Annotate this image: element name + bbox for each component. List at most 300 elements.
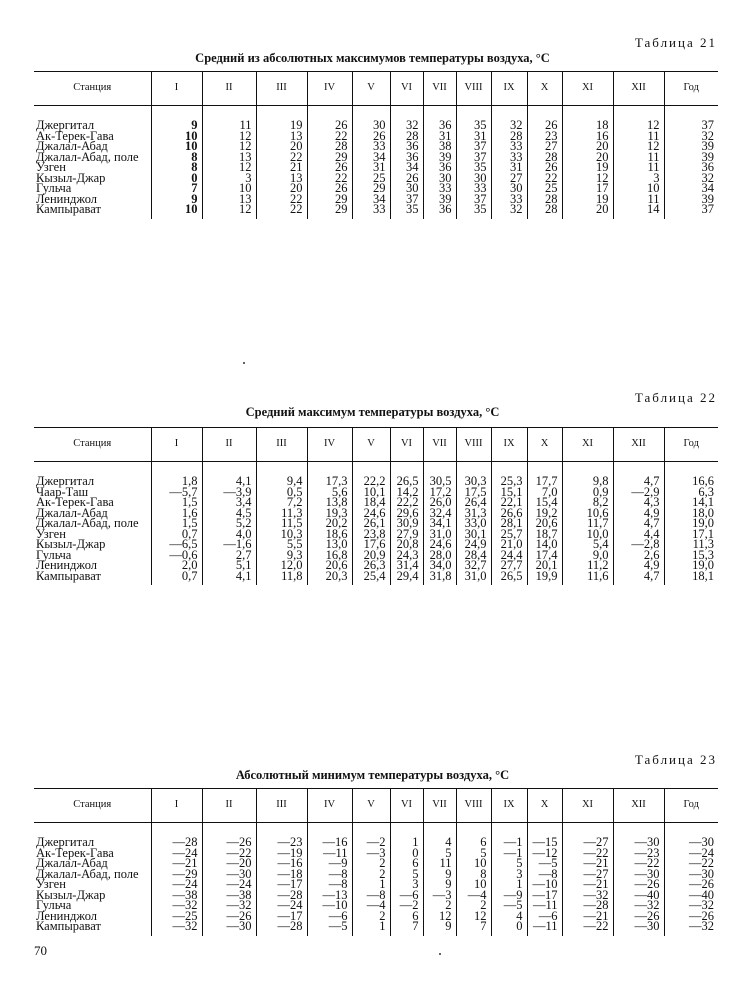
column-header: VII — [423, 428, 456, 462]
table-cell: 6 — [456, 837, 491, 848]
table-cell: 13,0 — [307, 539, 352, 550]
table-cell: 26 — [527, 120, 562, 131]
table-cell: 33 — [491, 152, 527, 163]
table-cell: 30,3 — [456, 476, 491, 487]
table-cell: 19 — [256, 120, 307, 131]
table-cell: —30 — [202, 869, 256, 880]
table-cell: 26,6 — [491, 508, 527, 519]
table-cell: 11 — [613, 152, 664, 163]
table-cell: 11,2 — [562, 560, 613, 571]
column-header: IV — [307, 72, 352, 106]
station-name: Джалал-Абад, поле — [36, 516, 139, 530]
table-cell: —10 — [307, 900, 352, 911]
table-cell: 28 — [390, 131, 423, 142]
table-cell: —22 — [562, 848, 613, 859]
table-cell: 18,6 — [307, 529, 352, 540]
table-cell: 15,4 — [527, 497, 562, 508]
table-cell: 10 — [151, 131, 202, 142]
table-cell: 8 — [151, 152, 202, 163]
table-cell: 1,6 — [151, 508, 202, 519]
table-cell: 19,0 — [664, 560, 718, 571]
table-cell: 0,7 — [151, 529, 202, 540]
column-header: Год — [664, 789, 718, 823]
table-cell: 4,7 — [613, 518, 664, 529]
table-cell: 33 — [352, 204, 390, 219]
table-cell: 26,0 — [423, 497, 456, 508]
table-cell: 14,2 — [390, 487, 423, 498]
table-cell: 27 — [491, 173, 527, 184]
table-cell: 29 — [307, 194, 352, 205]
table-cell: 20 — [562, 141, 613, 152]
table-cell: —11 — [527, 921, 562, 936]
table-cell: 26,4 — [456, 497, 491, 508]
table-row — [34, 848, 718, 859]
column-header: III — [256, 428, 307, 462]
table-cell: 34 — [352, 194, 390, 205]
table-cell: 4,9 — [613, 508, 664, 519]
table-cell: —32 — [562, 890, 613, 901]
table-cell: 2 — [352, 869, 390, 880]
table-cell: 3 — [202, 173, 256, 184]
column-header: IX — [491, 428, 527, 462]
table-23 — [34, 788, 718, 936]
table-cell: —28 — [151, 837, 202, 848]
table-cell: 11 — [423, 858, 456, 869]
table-cell: 26 — [307, 183, 352, 194]
table-cell: 30,5 — [423, 476, 456, 487]
table-cell: 30,1 — [456, 529, 491, 540]
station-name: Джергитал — [36, 835, 95, 849]
table-row — [34, 571, 718, 586]
column-header: XI — [562, 72, 613, 106]
table-cell: 33 — [491, 141, 527, 152]
table-cell: 3,4 — [202, 497, 256, 508]
table-cell: —25 — [151, 911, 202, 922]
table-cell: 4,1 — [202, 476, 256, 487]
column-header: X — [527, 789, 562, 823]
table-cell: 27 — [527, 141, 562, 152]
table-cell: 29,6 — [390, 508, 423, 519]
table-cell: 19,9 — [527, 571, 562, 586]
table-cell: —21 — [562, 858, 613, 869]
table-cell: —9 — [491, 890, 527, 901]
table-cell: —3 — [352, 848, 390, 859]
table-cell: —28 — [256, 890, 307, 901]
table-cell: 38 — [423, 141, 456, 152]
table-cell: 31,8 — [423, 571, 456, 586]
table-cell: —26 — [202, 837, 256, 848]
table-cell: —1 — [491, 848, 527, 859]
table-cell: 28 — [527, 204, 562, 219]
table-cell: 33,0 — [456, 518, 491, 529]
table-cell: 18,7 — [527, 529, 562, 540]
column-header: Год — [664, 72, 718, 106]
table-cell: 19,2 — [527, 508, 562, 519]
column-header: VI — [390, 72, 423, 106]
table-cell: —10 — [527, 879, 562, 890]
table-cell: 13 — [202, 194, 256, 205]
column-header: X — [527, 72, 562, 106]
table-cell: 17 — [562, 183, 613, 194]
table-cell: —11 — [527, 900, 562, 911]
table-cell: 20,3 — [307, 571, 352, 586]
table-cell: —38 — [202, 890, 256, 901]
table-cell: —22 — [664, 858, 718, 869]
station-name: Кызыл-Джар — [36, 537, 106, 551]
table-cell: —26 — [613, 879, 664, 890]
station-name: Джалал-Абад — [36, 856, 108, 870]
table-cell: 25,3 — [491, 476, 527, 487]
table-cell: 28 — [491, 131, 527, 142]
table-cell: 26 — [352, 131, 390, 142]
table-cell: 1 — [352, 879, 390, 890]
column-header: III — [256, 789, 307, 823]
table-cell: 35 — [456, 120, 491, 131]
station-name: Джергитал — [36, 118, 95, 132]
table-cell: —23 — [256, 837, 307, 848]
table-cell: 10,1 — [352, 487, 390, 498]
table-cell: 8,2 — [562, 497, 613, 508]
table-cell: 2 — [352, 911, 390, 922]
table-cell: 31,4 — [390, 560, 423, 571]
table-cell: 28 — [527, 152, 562, 163]
table-cell: 12 — [202, 131, 256, 142]
table-cell: 10 — [456, 879, 491, 890]
table-cell: 27,7 — [491, 560, 527, 571]
column-header: Станция — [34, 789, 151, 823]
table-cell: —8 — [307, 869, 352, 880]
table-row — [34, 869, 718, 880]
station-name: Ак-Терек-Гава — [36, 128, 114, 143]
table-cell: 4,7 — [613, 476, 664, 487]
table-cell: 25,7 — [491, 529, 527, 540]
column-header: IX — [491, 789, 527, 823]
table-cell: 20 — [256, 183, 307, 194]
column-header: Станция — [34, 72, 151, 106]
table-22-title: Средний максимум температуры воздуха, °С — [245, 405, 500, 419]
table-cell: 11,8 — [256, 571, 307, 586]
table-cell: —6 — [307, 911, 352, 922]
table-cell: 2,0 — [151, 560, 202, 571]
table-cell: —16 — [256, 858, 307, 869]
table-cell: 18,1 — [664, 571, 718, 586]
table-cell: 28,4 — [456, 550, 491, 561]
table-cell: 8 — [151, 162, 202, 173]
table-cell: —22 — [202, 848, 256, 859]
table-cell: 26,1 — [352, 518, 390, 529]
table-cell: 26 — [307, 120, 352, 131]
table-cell: —1 — [491, 837, 527, 848]
table-cell: 37 — [390, 194, 423, 205]
table-cell: 36 — [423, 204, 456, 219]
table-cell: 37 — [456, 152, 491, 163]
table-cell: 19,0 — [664, 518, 718, 529]
table-cell: 20,6 — [307, 560, 352, 571]
table-cell: 9,4 — [256, 476, 307, 487]
table-cell: 4,9 — [613, 560, 664, 571]
table-cell: 10 — [613, 183, 664, 194]
table-cell: 39 — [664, 152, 718, 163]
table-cell: 9,3 — [256, 550, 307, 561]
table-cell: 11,3 — [256, 508, 307, 519]
table-cell: 18,4 — [352, 497, 390, 508]
table-cell: 7 — [456, 921, 491, 936]
table-cell: 2 — [352, 858, 390, 869]
table-cell: 23,8 — [352, 529, 390, 540]
table-cell: —30 — [664, 837, 718, 848]
table-cell: 23 — [527, 131, 562, 142]
table-cell: 14,1 — [664, 497, 718, 508]
table-21-label: Таблица 21 — [634, 35, 717, 50]
table-cell: —12 — [527, 848, 562, 859]
table-cell: 30 — [491, 183, 527, 194]
table-cell: 22 — [307, 173, 352, 184]
table-cell: 34 — [352, 152, 390, 163]
station-name: Кызыл-Джар — [36, 170, 106, 185]
table-cell: 3 — [491, 869, 527, 880]
table-23-title: Абсолютный минимум температуры воздуха, °С — [235, 768, 510, 782]
table-cell: 27,9 — [390, 529, 423, 540]
table-cell: 33 — [423, 183, 456, 194]
table-cell: —16 — [307, 837, 352, 848]
column-header: I — [151, 72, 202, 106]
column-header: IV — [307, 789, 352, 823]
table-cell: 4 — [423, 837, 456, 848]
station-name: Гульча — [36, 547, 72, 562]
table-cell: 20 — [256, 141, 307, 152]
table-cell: —0,6 — [151, 550, 202, 561]
column-header: II — [202, 789, 256, 823]
table-cell: —26 — [664, 879, 718, 890]
station-name: Гульча — [36, 898, 72, 912]
table-cell: 5 — [456, 848, 491, 859]
table-cell: —24 — [202, 879, 256, 890]
table-cell: 25,4 — [352, 571, 390, 586]
table-cell: 33 — [352, 141, 390, 152]
table-cell: 21 — [256, 162, 307, 173]
table-cell: 16 — [562, 131, 613, 142]
station-name: Джалал-Абад — [36, 139, 108, 153]
table-cell: 9 — [151, 194, 202, 205]
table-cell: 6 — [390, 911, 423, 922]
column-header: VIII — [456, 72, 491, 106]
station-name: Джалал-Абад — [36, 505, 108, 520]
table-cell: 29 — [307, 152, 352, 163]
table-cell: 5,6 — [307, 487, 352, 498]
station-name: Ленинджол — [36, 908, 98, 923]
table-cell: —20 — [202, 858, 256, 869]
table-cell: 11,3 — [664, 539, 718, 550]
table-cell: 10,0 — [562, 529, 613, 540]
table-cell: 35 — [390, 204, 423, 219]
table-cell: 18 — [562, 120, 613, 131]
table-cell: 10 — [151, 204, 202, 219]
table-cell: —6 — [527, 911, 562, 922]
table-cell: 22,2 — [352, 476, 390, 487]
table-cell: —18 — [256, 869, 307, 880]
table-cell: 13 — [256, 173, 307, 184]
table-cell: —28 — [256, 921, 307, 936]
table-cell: 12,0 — [256, 560, 307, 571]
table-cell: 7,2 — [256, 497, 307, 508]
table-cell: 26,3 — [352, 560, 390, 571]
table-cell: —24 — [151, 879, 202, 890]
table-cell: —5 — [527, 858, 562, 869]
table-cell: 34 — [390, 162, 423, 173]
table-cell: 10 — [202, 183, 256, 194]
print-speck — [243, 362, 245, 364]
table-cell: —3 — [423, 890, 456, 901]
table-cell: 32 — [664, 131, 718, 142]
table-cell: 9 — [151, 120, 202, 131]
table-cell: 12 — [456, 911, 491, 922]
table-cell: —8 — [307, 879, 352, 890]
table-cell: 5,4 — [562, 539, 613, 550]
column-header: XII — [613, 428, 664, 462]
table-cell: 31,0 — [456, 571, 491, 586]
table-cell: 12 — [613, 120, 664, 131]
table-cell: 35 — [456, 204, 491, 219]
table-cell: 13 — [202, 152, 256, 163]
table-cell: 0 — [390, 848, 423, 859]
column-header: XII — [613, 72, 664, 106]
table-cell: —15 — [527, 837, 562, 848]
table-cell: —22 — [613, 858, 664, 869]
table-cell: 9 — [423, 869, 456, 880]
table-cell: 39 — [664, 141, 718, 152]
table-cell: 20,9 — [352, 550, 390, 561]
table-cell: 26 — [390, 173, 423, 184]
table-cell: 0,7 — [151, 571, 202, 586]
table-cell: —2 — [390, 900, 423, 911]
table-cell: 31 — [456, 131, 491, 142]
table-cell: 19 — [562, 194, 613, 205]
column-header: I — [151, 428, 202, 462]
table-cell: —26 — [202, 911, 256, 922]
table-cell: —32 — [202, 900, 256, 911]
column-header: I — [151, 789, 202, 823]
table-cell: 36 — [423, 162, 456, 173]
table-cell: —28 — [562, 900, 613, 911]
table-cell: —5 — [491, 900, 527, 911]
table-cell: 30 — [423, 173, 456, 184]
table-cell: 22 — [256, 204, 307, 219]
table-cell: —6 — [390, 890, 423, 901]
table-row — [34, 921, 718, 936]
table-cell: 29 — [307, 204, 352, 219]
table-cell: 4 — [491, 911, 527, 922]
table-cell: 28 — [527, 194, 562, 205]
table-cell: —32 — [151, 921, 202, 936]
table-cell: 2,6 — [613, 550, 664, 561]
table-cell: —40 — [664, 890, 718, 901]
table-cell: 19 — [562, 162, 613, 173]
table-cell: —8 — [352, 890, 390, 901]
table-cell: 22,1 — [491, 497, 527, 508]
station-name: Кампырават — [36, 919, 101, 933]
table-cell: 3 — [613, 173, 664, 184]
table-23-label: Таблица 23 — [634, 752, 717, 767]
column-header: VII — [423, 72, 456, 106]
column-header: V — [352, 789, 390, 823]
table-cell: 36 — [423, 120, 456, 131]
table-cell: 10 — [456, 858, 491, 869]
table-cell: —17 — [256, 911, 307, 922]
table-cell: —13 — [307, 890, 352, 901]
table-cell: 30 — [456, 173, 491, 184]
table-cell: 29 — [352, 183, 390, 194]
table-row — [34, 204, 718, 219]
table-cell: 30,9 — [390, 518, 423, 529]
table-cell: —5,7 — [151, 487, 202, 498]
table-cell: —19 — [256, 848, 307, 859]
column-header: VI — [390, 789, 423, 823]
table-cell: 36 — [664, 162, 718, 173]
table-cell: 31 — [352, 162, 390, 173]
table-cell: 37 — [664, 120, 718, 131]
table-cell: 17,4 — [527, 550, 562, 561]
table-cell: 20,6 — [527, 518, 562, 529]
table-cell: 22 — [527, 173, 562, 184]
table-cell: —5 — [307, 921, 352, 936]
table-cell: 24,6 — [423, 539, 456, 550]
table-cell: 2 — [456, 900, 491, 911]
page-number: 70 — [34, 943, 47, 958]
table-cell: —2,9 — [613, 487, 664, 498]
table-cell: 9,0 — [562, 550, 613, 561]
table-cell: 22,2 — [390, 497, 423, 508]
table-cell: 15,1 — [491, 487, 527, 498]
table-cell: 1,5 — [151, 518, 202, 529]
table-cell: —32 — [151, 900, 202, 911]
station-name: Кызыл-Джар — [36, 887, 106, 902]
table-cell: —2,8 — [613, 539, 664, 550]
column-header: VIII — [456, 428, 491, 462]
station-name: Гульча — [36, 181, 72, 195]
table-22-label: Таблица 22 — [634, 390, 717, 405]
table-cell: 31,0 — [423, 529, 456, 540]
table-cell: —40 — [613, 890, 664, 901]
table-cell: 7,0 — [527, 487, 562, 498]
table-cell: —30 — [613, 869, 664, 880]
table-cell: 5,2 — [202, 518, 256, 529]
table-cell: 25 — [352, 173, 390, 184]
table-cell: 30 — [352, 120, 390, 131]
table-cell: 36 — [390, 141, 423, 152]
table-cell: —21 — [562, 911, 613, 922]
table-cell: —2 — [352, 837, 390, 848]
table-cell: —22 — [562, 921, 613, 936]
table-cell: 12 — [613, 141, 664, 152]
table-cell: 20,1 — [527, 560, 562, 571]
column-header: III — [256, 72, 307, 106]
column-header: Станция — [34, 428, 151, 462]
station-name: Узген — [36, 526, 66, 541]
table-cell: 6,3 — [664, 487, 718, 498]
station-name: Джалал-Абад, поле — [36, 149, 139, 164]
table-cell: 34,0 — [423, 560, 456, 571]
station-name: Ленинджол — [36, 191, 98, 206]
table-cell: 6 — [390, 858, 423, 869]
table-cell: —23 — [613, 848, 664, 859]
table-cell: 12 — [202, 204, 256, 219]
table-cell: 12 — [202, 162, 256, 173]
table-cell: —4 — [456, 890, 491, 901]
table-cell: 16,6 — [664, 476, 718, 487]
table-cell: —9 — [307, 858, 352, 869]
table-cell: 17,2 — [423, 487, 456, 498]
table-cell: 39 — [423, 152, 456, 163]
